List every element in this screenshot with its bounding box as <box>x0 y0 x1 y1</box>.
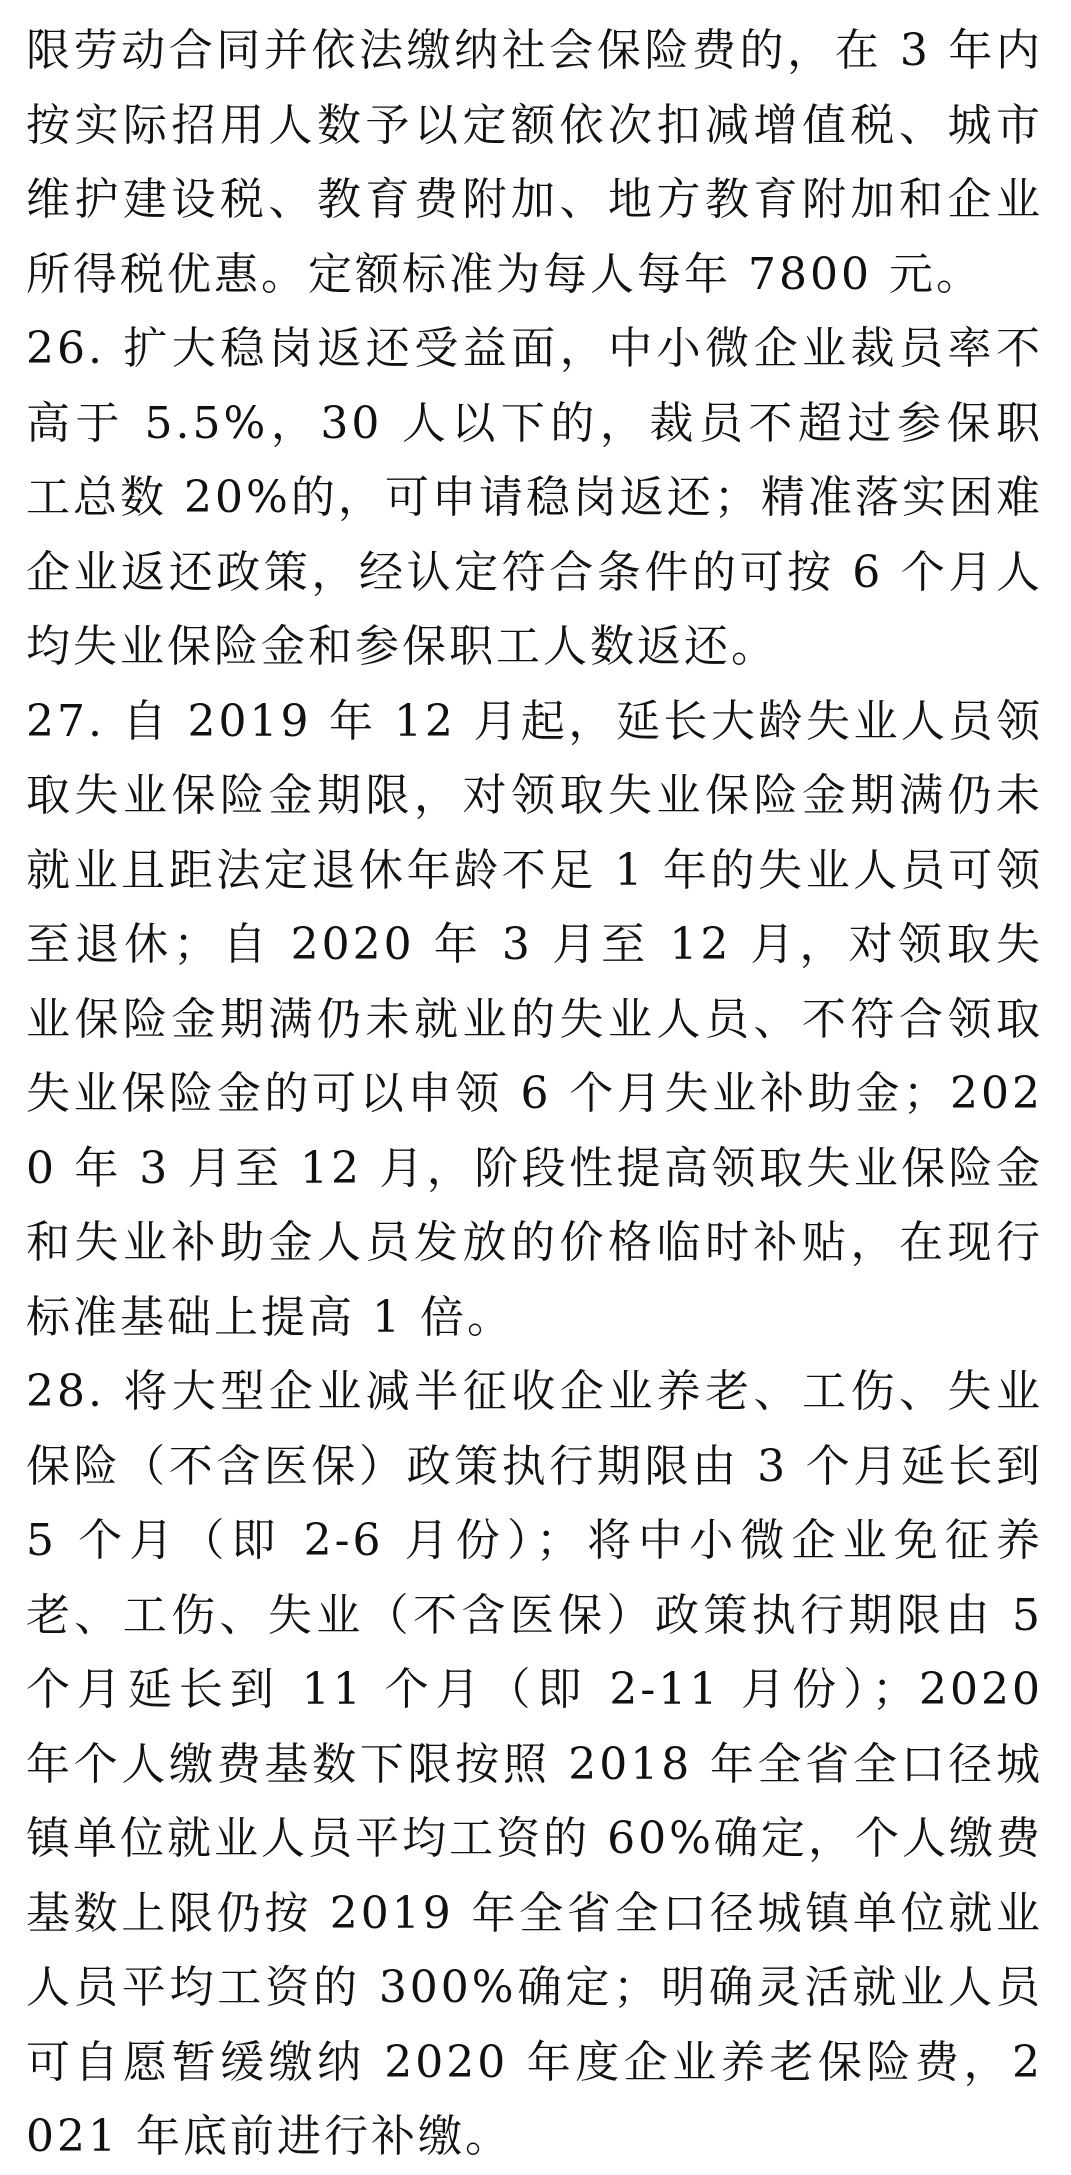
paragraph-item-28: 28. 将大型企业减半征收企业养老、工伤、失业保险（不含医保）政策执行期限由 3 个月延长到 5 个月（即 2-6 月份）；将中小微企业免征养老、工伤、失业（不含医保）政策执行期限由 5 个月延长到 11 个月（即 2-11 月份）；2020 年个人缴费基数下限按照 2018 年全省全口径城镇单位就业人员平均工资的 60%确定，个人缴费基数上限仍按 2019 年全省全口径城镇单位就业人员平均工资的 300%确定；明确灵活就业人员可自愿暂缓缴纳 2020 年度企业养老保险费，2021 年底前进行补缴。 <box>26 1366 1043 2162</box>
paragraph-item-26: 26. 扩大稳岗返还受益面，中小微企业裁员率不高于 5.5%，30 人以下的，裁员不超过参保职工总数 20%的，可申请稳岗返还；精准落实困难企业返还政策，经认定符合条件的可按 6 个月人均失业保险金和参保职工人数返还。 <box>26 323 1043 672</box>
paragraph-item-27: 27. 自 2019 年 12 月起，延长大龄失业人员领取失业保险金期限，对领取失业保险金期满仍未就业且距法定退休年龄不足 1 年的失业人员可领至退休；自 2020 年 3 月至 12 月，对领取失业保险金期满仍未就业的失业人员、不符合领取失业保险金的可以申领 6 个月失业补助金；2020 年 3 月至 12 月，阶段性提高领取失业保险金和失业补助金人员发放的价格临时补贴，在现行标准基础上提高 1 倍。 <box>26 695 1043 1343</box>
paragraph-continuation: 限劳动合同并依法缴纳社会保险费的，在 3 年内按实际招用人数予以定额依次扣减增值税、城市维护建设税、教育费附加、地方教育附加和企业所得税优惠。定额标准为每人每年 7800 元。 <box>26 25 1043 300</box>
